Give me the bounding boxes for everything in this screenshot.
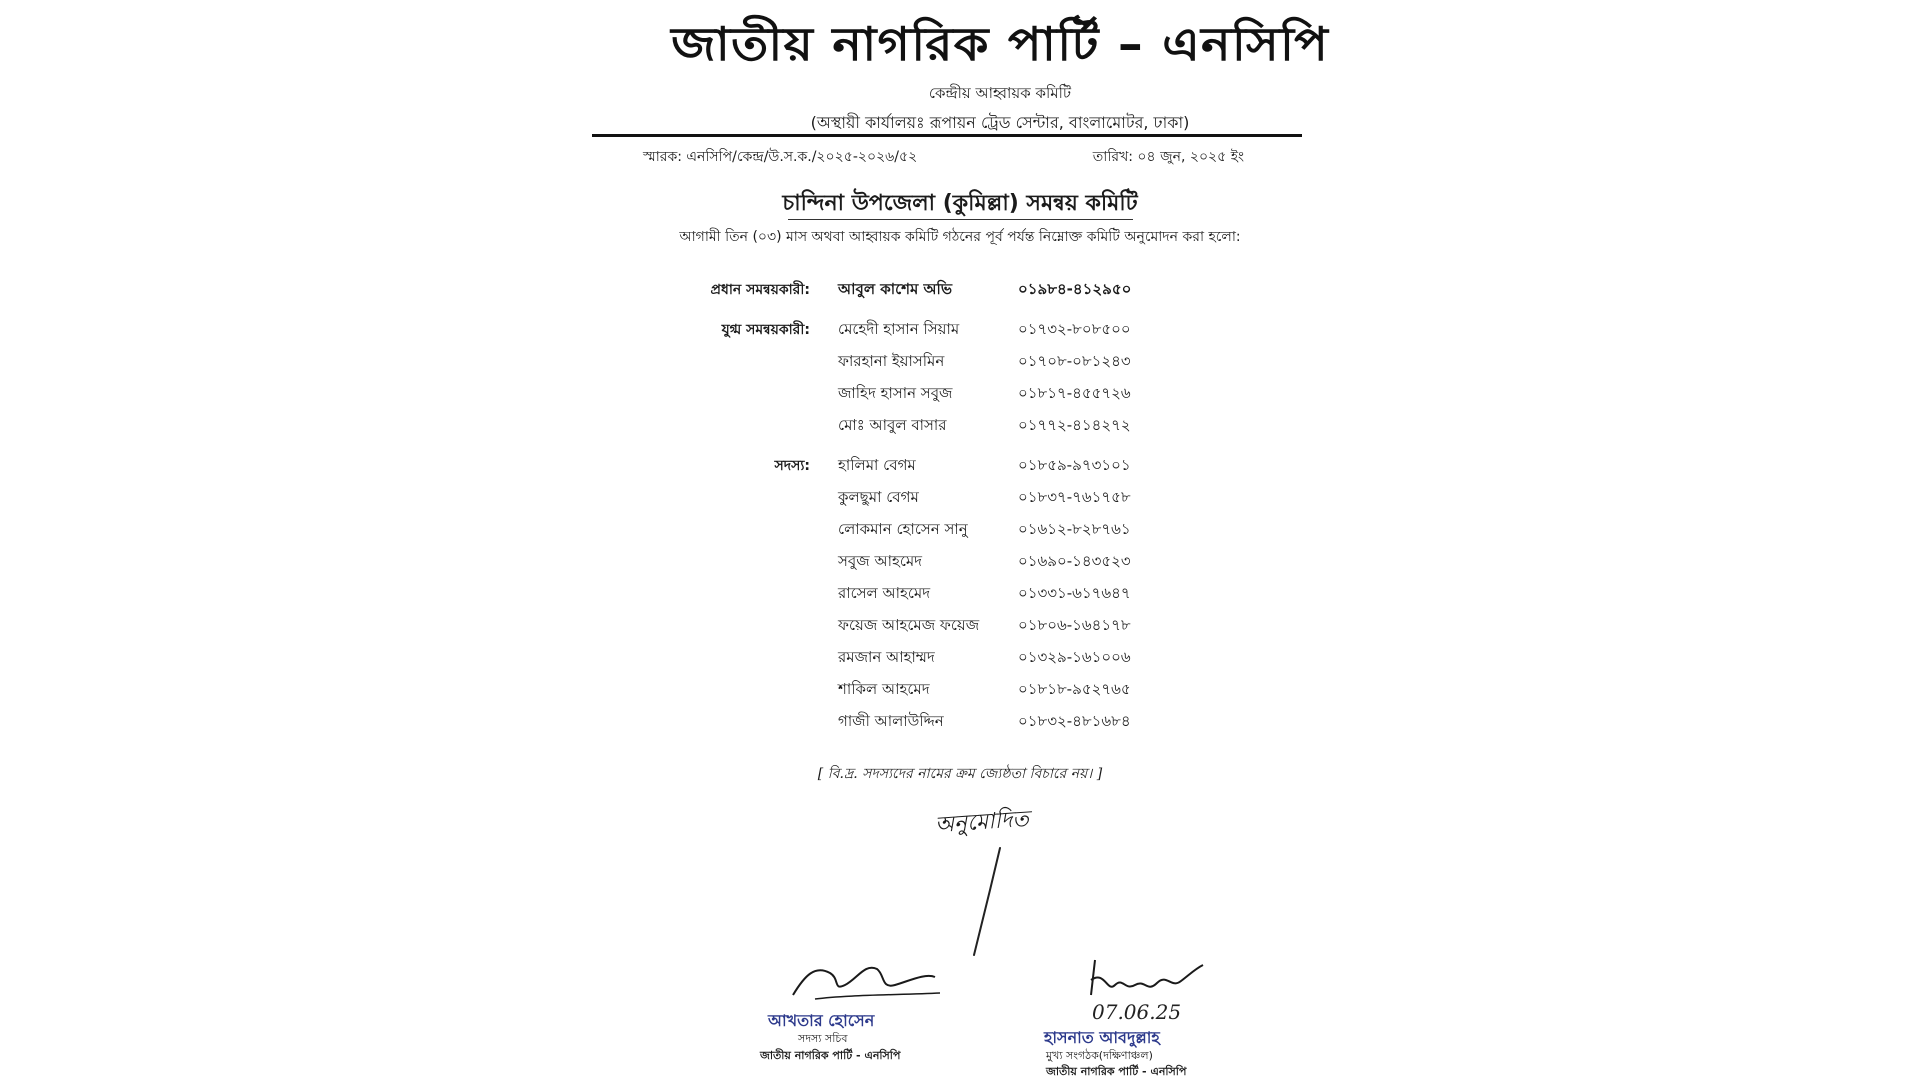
header-divider <box>592 134 1302 137</box>
member-name: লোকমান হোসেন সানু <box>838 520 968 538</box>
approval-intro: আগামী তিন (০৩) মাস অথবা আহ্বায়ক কমিটি গঠনের পূর্ব পর্যন্ত নিম্নোক্ত কমিটি অনুমোদন করা হলো: <box>679 229 1241 245</box>
approval-handwriting: অনুমোদিত <box>934 806 1030 839</box>
approval-signature-stroke <box>960 840 1040 960</box>
member-phone: ০১৯৮৪-৪১২৯৫০ <box>1018 280 1132 298</box>
member-phone: ০১৮৫৯-৯৭৩১০১ <box>1018 456 1131 474</box>
committee-heading: চান্দিনা উপজেলা (কুমিল্লা) সমন্বয় কমিটি <box>782 191 1138 216</box>
member-name: রাসেল আহমেদ <box>838 584 931 602</box>
memo-date: তারিখ: ০৪ জুন, ২০২৫ ইং <box>1092 149 1244 165</box>
member-name: মোঃ আবুল বাসার <box>838 416 947 434</box>
member-phone: ০১৭৭২-৪১৪২৭২ <box>1018 416 1131 434</box>
member-phone: ০১৬৯০-১৪৩৫২৩ <box>1018 552 1131 570</box>
left-signatory-org: জাতীয় নাগরিক পার্টি - এনসিপি <box>760 1049 901 1062</box>
member-phone: ০১৮৩৭-৭৬১৭৫৮ <box>1018 488 1131 506</box>
member-phone: ০১৮৩২-৪৮১৬৮৪ <box>1018 712 1131 730</box>
heading-underline <box>788 219 1133 220</box>
central-committee-label: কেন্দ্রীয় আহ্বায়ক কমিটি <box>928 84 1072 102</box>
member-phone: ০১৮১৮-৯৫২৭৬৫ <box>1018 680 1131 698</box>
right-signatory-title: মুখ্য সংগঠক(দক্ষিণাঞ্চল) <box>1046 1049 1153 1062</box>
member-phone: ০১৭৩২-৮০৮৫০০ <box>1018 320 1131 338</box>
member-name: সবুজ আহমেদ <box>838 552 923 570</box>
member-name: জাহিদ হাসান সবুজ <box>838 384 953 402</box>
member-phone: ০১৭০৮-০৮১২৪৩ <box>1018 352 1131 370</box>
member-name: ফয়েজ আহমেজ ফয়েজ <box>838 616 980 634</box>
member-phone: ০১৩৩১-৬১৭৬৪৭ <box>1018 584 1131 602</box>
member-name: কুলছুমা বেগম <box>838 488 919 506</box>
member-name: রমজান আহাম্মদ <box>838 648 935 666</box>
party-title: জাতীয় নাগরিক পার্টি – এনসিপি <box>671 17 1329 71</box>
memo-reference: স্মারক: এনসিপি/কেন্দ্র/উ.স.ক./২০২৫-২০২৬/৫২ <box>643 149 918 165</box>
office-address: (অস্থায়ী কার্যালয়ঃ রূপায়ন ট্রেড সেন্টার, বাংলামোটর, ঢাকা) <box>810 113 1190 132</box>
role-label-joint: যুগ্ম সমন্বয়কারী: <box>721 322 810 338</box>
right-signature-scribble <box>1085 955 1205 1005</box>
member-name: ফারহানা ইয়াসমিন <box>838 352 945 370</box>
member-phone: ০১৮০৬-১৬৪১৭৮ <box>1018 616 1131 634</box>
right-signatory-org: জাতীয় নাগরিক পার্টি - এনসিপি <box>1046 1065 1187 1078</box>
left-signatory-title: সদস্য সচিব <box>798 1032 848 1045</box>
member-name: গাজী আলাউদ্দিন <box>838 712 944 730</box>
left-signature-scribble <box>785 955 945 1005</box>
right-signatory-name: হাসনাত আবদুল্লাহ <box>1044 1028 1160 1047</box>
role-label-member: সদস্য: <box>774 458 810 474</box>
right-signature-date: 07.06.25 <box>1092 1000 1182 1024</box>
member-phone: ০১৬১২-৮২৮৭৬১ <box>1018 520 1131 538</box>
member-name: মেহেদী হাসান সিয়াম <box>838 320 960 338</box>
member-phone: ০১৩২৯-১৬১০০৬ <box>1018 648 1131 666</box>
left-signatory-name: আখতার হোসেন <box>768 1011 875 1030</box>
member-name: শাকিল আহমেদ <box>838 680 930 698</box>
member-name: আবুল কাশেম অভি <box>838 280 953 298</box>
member-phone: ০১৮১৭-৪৫৫৭২৬ <box>1018 384 1131 402</box>
role-label-chief: প্রধান সমন্বয়কারী: <box>710 282 810 298</box>
member-name: হালিমা বেগম <box>838 456 916 474</box>
seniority-note: [ বি.দ্র. সদস্যদের নামের ক্রম জ্যেষ্ঠতা বিচারে নয়। ] <box>817 766 1103 782</box>
